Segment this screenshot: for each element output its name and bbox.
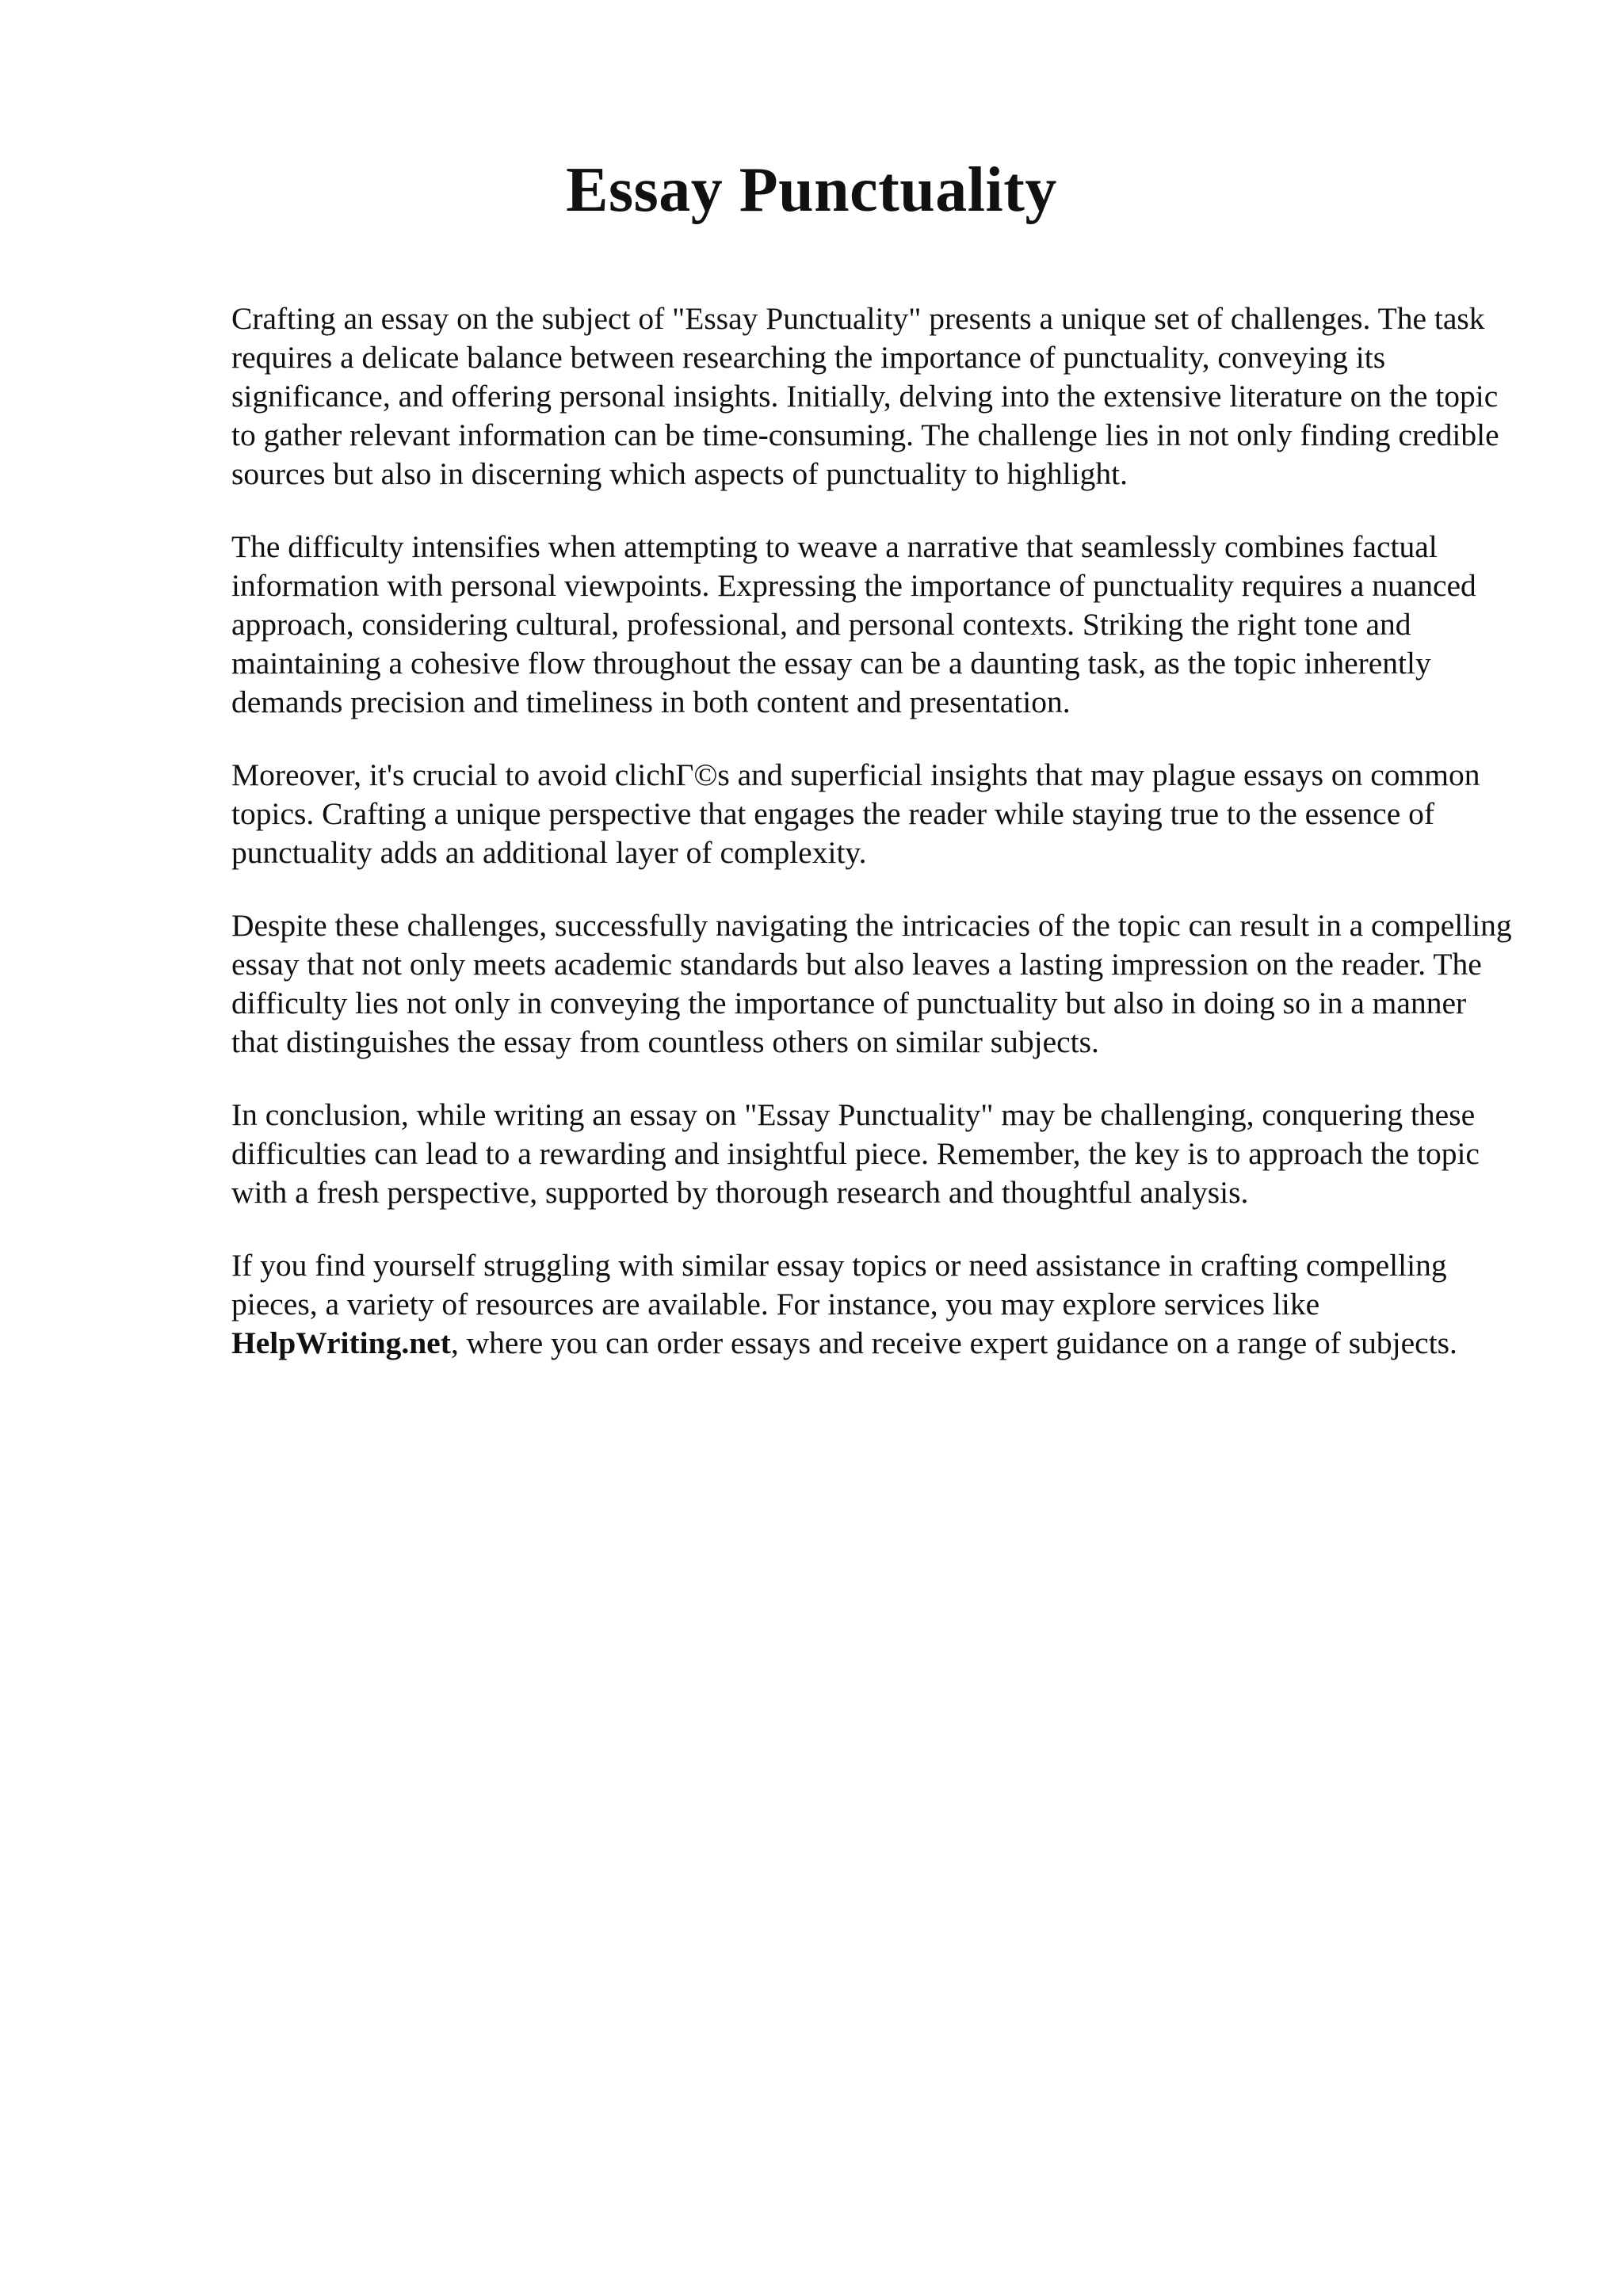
brand-link[interactable]: HelpWriting.net <box>231 1325 451 1360</box>
document-title: Essay Punctuality <box>566 155 1057 225</box>
resources-text-before: If you find yourself struggling with similar essay topics or need assistance in crafting compelling pieces, a variety of resources are available. For instance, you may explore services like <box>231 1248 1447 1322</box>
document-body <box>231 299 1515 1397</box>
paragraph-resources <box>231 1246 1515 1363</box>
resources-text-after: , where you can order essays and receive expert guidance on a range of subjects. <box>450 1325 1457 1360</box>
paragraph-difficulty: The difficulty intensifies when attempting to weave a narrative that seamlessly combines factual information with personal viewpoints. Expressing the importance of punctuality requires a nuanced approach, considering cultural, professional, and personal contexts. Striking the right tone and maintaining a cohesive flow throughout the essay can be a daunting task, as the topic inherently demands precision and timeliness in both content and presentation. <box>231 529 1476 719</box>
paragraph-cliches: Moreover, it's crucial to avoid clichΓ©s and superficial insights that may plague essays on common topics. Crafting a unique perspective that engages the reader while staying true to the essence of punctuality adds an additional layer of complexity. <box>231 757 1480 870</box>
paragraph-challenges: Despite these challenges, successfully navigating the intricacies of the topic can result in a compelling essay that not only meets academic standards but also leaves a lasting impression on the reader. The difficulty lies not only in conveying the importance of punctuality but also in doing so in a manner that distinguishes the essay from countless others on similar subjects. <box>231 908 1512 1059</box>
paragraph-intro: Crafting an essay on the subject of "Essay Punctuality" presents a unique set of challenges. The task requires a delicate balance between researching the importance of punctuality, conveying its significance, and offering personal insights. Initially, delving into the extensive literature on the topic to gather relevant information can be time-consuming. The challenge lies in not only finding credible sources but also in discerning which aspects of punctuality to highlight. <box>231 301 1499 491</box>
paragraph-conclusion: In conclusion, while writing an essay on "Essay Punctuality" may be challenging, conquering these difficulties can lead to a rewarding and insightful piece. Remember, the key is to approach the topic with a fresh perspective, supported by thorough research and thoughtful analysis. <box>231 1097 1480 1210</box>
